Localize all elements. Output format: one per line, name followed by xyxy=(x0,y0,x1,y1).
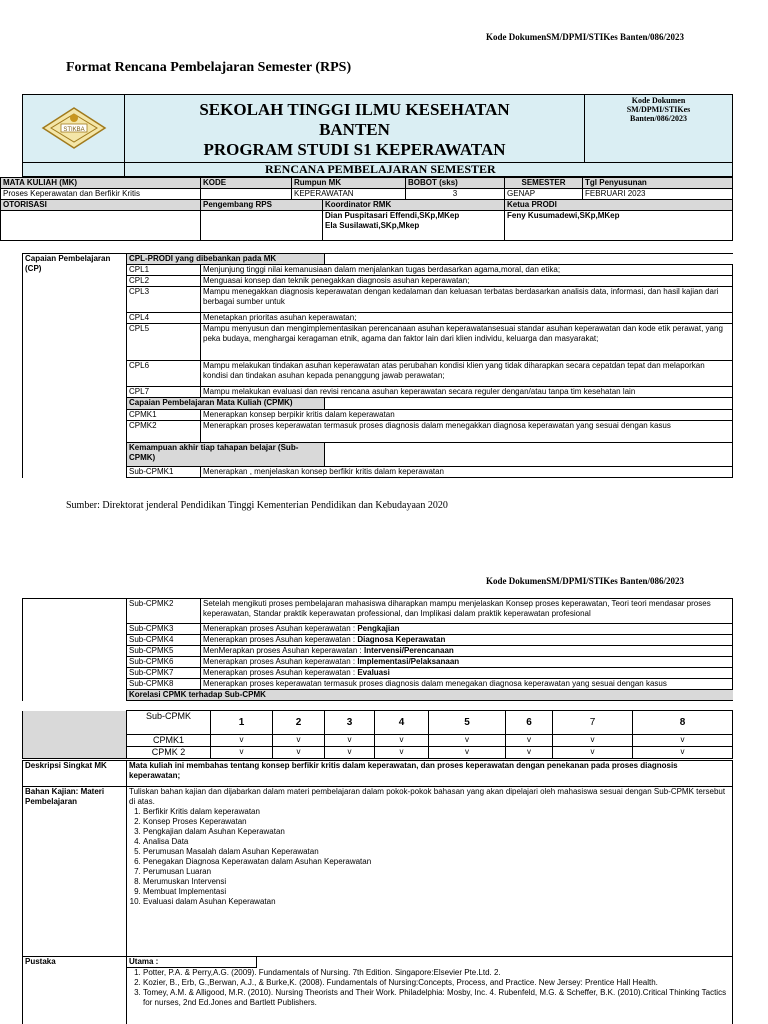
list-item: 2. Kozier, B., Erb, G.,Berwan, A.J., & Burke,K. (2008). Fundamentals of Nursing:Concepts, Process, and Practice. New Jersey: Prentice Hall Health. xyxy=(143,978,730,988)
list-item: 3. Pengkajian dalam Asuhan Keperawatan xyxy=(143,827,730,837)
logo-cell xyxy=(23,95,125,163)
doc-code-top: Kode DokumenSM/DPMI/STIKes Banten/086/2023 xyxy=(486,32,685,42)
mk-header: MATA KULIAH (MK) xyxy=(1,178,201,189)
cpl-text: Mampu melakukan tindakan asuhan keperawatan atas perubahan kondisi klien yang tidak diharapkan secara cepatdan tepat dan melaporkan kondisi dan tindakan asuhan kepada penanggung jawab perawatan; xyxy=(201,361,733,387)
cpl-code: CPL6 xyxy=(127,361,201,387)
cpl-code: CPL2 xyxy=(127,276,201,287)
semester-header: SEMESTER xyxy=(505,178,583,189)
subcpmk-code: Sub-CPMK5 xyxy=(127,646,201,657)
institution-title-cell xyxy=(125,95,585,163)
subcpmk-text: Setelah mengikuti proses pembelajaran mahasiswa diharapkan mampu menjelaskan Konsep proses keperawatan, Teori teori mendasar proses keperawatan, Standar praktik keperawatan professional, dan Implikasi dalam praktik keperawatan profesional xyxy=(201,599,733,624)
korelasi-mark: v xyxy=(506,747,553,759)
list-item: 3. Tomey, A.M. & Alligood, M.R. (2010). Nursing Theorists and Their Work. Philadelphia: Mosby, Inc. 4. Rubenfeld, M.G. & Scheffer, B.K. (2010).Critical Thinking Tactics for nurses, 2nd Ed.Jones and Bartlett Publishers. xyxy=(143,988,730,1008)
cpl-code: CPL7 xyxy=(127,387,201,398)
subcpmk-code: Sub-CPMK6 xyxy=(127,657,201,668)
cpl-header: CPL-PRODI yang dibebankan pada MK xyxy=(127,254,325,265)
rumpun-header: Rumpun MK xyxy=(292,178,406,189)
subcpmk-table xyxy=(22,598,733,701)
cpl-text: Mampu menegakkan diagnosis keperawatan dengan kedalaman dan keluasan terbatas berdasarkan analisis data, informasi, dan hasil kajian dari berbagai sumber untuk xyxy=(201,287,733,313)
cpmk-code: CPMK1 xyxy=(127,410,201,421)
institution-name-line1: SEKOLAH TINGGI ILMU KESEHATAN xyxy=(199,99,510,119)
list-item: 5. Perumusan Masalah dalam Asuhan Keperawatan xyxy=(143,847,730,857)
subcpmk-code: Sub-CPMK3 xyxy=(127,624,201,635)
logo-text: STIKBA xyxy=(62,127,85,133)
tgl-value: FEBRUARI 2023 xyxy=(583,189,733,200)
korelasi-mark: v xyxy=(553,747,633,759)
korelasi-col-header: 5 xyxy=(429,711,506,735)
koordinator-label: Koordinator RMK xyxy=(323,200,505,211)
pustaka-list xyxy=(127,968,732,1008)
kode-value xyxy=(201,189,292,200)
subcpmk-text: Menerapkan proses Asuhan keperawatan : Implementasi/Pelaksanaan xyxy=(201,657,733,668)
korelasi-col-header: 8 xyxy=(633,711,733,735)
list-item: 4. Analisa Data xyxy=(143,837,730,847)
bahan-list xyxy=(129,807,730,907)
doc-code-box-line2: SM/DPMI/STIKes xyxy=(626,105,691,114)
korelasi-matrix xyxy=(22,710,733,759)
list-item: 7. Perumusan Luaran xyxy=(143,867,730,877)
koordinator-name-1: Dian Puspitasari Effendi,SKp,MKep xyxy=(325,211,460,220)
korelasi-mark: v xyxy=(553,735,633,747)
cpl-text: Mampu melakukan evaluasi dan revisi rencana asuhan keperawatan secara reguler dengan/atau tanpa tim kesehatan lain xyxy=(201,387,733,398)
bahan-intro: Tuliskan bahan kajian dan dijabarkan dalam materi pembelajaran dalam pokok-pokok bahasan yang akan dipelajari oleh mahasiswa sesuai dengan Sub-CPMK tersebut di atas. xyxy=(129,787,726,806)
korelasi-col-header: 3 xyxy=(325,711,375,735)
korelasi-mark: v xyxy=(325,735,375,747)
bobot-value: 3 xyxy=(406,189,505,200)
kode-header: KODE xyxy=(201,178,292,189)
subcpmk-code: Sub-CPMK1 xyxy=(127,467,201,478)
pustaka-utama-label: Utama : xyxy=(127,957,257,968)
otorisasi-label: OTORISASI xyxy=(1,200,201,211)
bobot-header: BOBOT (sks) xyxy=(406,178,505,189)
korelasi-mark: v xyxy=(273,735,325,747)
deskripsi-label: Deskripsi Singkat MK xyxy=(23,761,127,787)
korelasi-mark: v xyxy=(633,735,733,747)
cpl-text: Menetapkan prioritas asuhan keperawatan; xyxy=(201,313,733,324)
pustaka-label: Pustaka xyxy=(23,957,127,1024)
subcpmk-text: Menerapkan proses Asuhan keperawatan : Diagnosa Keperawatan xyxy=(201,635,733,646)
list-item: 6. Penegakan Diagnosa Keperawatan dalam Asuhan Keperawatan xyxy=(143,857,730,867)
doc-code-box-line1: Kode Dokumen xyxy=(631,96,686,105)
cpl-text: Menguasai konsep dan teknik penegakkan diagnosis asuhan keperawatan; xyxy=(201,276,733,287)
korelasi-row-label: CPMK 2 xyxy=(127,747,211,759)
ketua-label: Ketua PRODI xyxy=(505,200,733,211)
cpmk-header: Capaian Pembelajaran Mata Kuliah (CPMK) xyxy=(127,398,325,410)
cpl-text: Mampu menyusun dan mengimplementasikan perencanaan asuhan keperawatansesuai standar asuhan keperawatan dan kode etik perawat, yang peka budaya, menghargai keragaman etnik, agama dan faktor lain dari klien individu, keluarga dan masyarakat; xyxy=(201,324,733,361)
cpmk-text: Menerapkan konsep berpikir kritis dalam keperawatan xyxy=(201,410,733,421)
koordinator-name-2: Ela Susilawati,SKp,Mkep xyxy=(325,221,420,230)
subcpmk-code: Sub-CPMK4 xyxy=(127,635,201,646)
deskripsi-text: Mata kuliah ini membahas tentang konsep berfikir kritis dalam keperawatan, dan proses keperawatan dengan penekanan pada proses diagnosis keperawatan; xyxy=(127,761,733,787)
subcpmk-code: Sub-CPMK2 xyxy=(127,599,201,624)
korelasi-mark: v xyxy=(506,735,553,747)
cpl-code: CPL1 xyxy=(127,265,201,276)
semester-value: GENAP xyxy=(505,189,583,200)
institution-logo-icon xyxy=(39,104,109,150)
korelasi-mark: v xyxy=(375,747,429,759)
subcpmk-text: MenMerapkan proses Asuhan keperawatan : Intervensi/Perencanaan xyxy=(201,646,733,657)
cpl-code: CPL3 xyxy=(127,287,201,313)
cpmk-code: CPMK2 xyxy=(127,421,201,443)
institution-name-line2: BANTEN xyxy=(319,119,390,139)
rps-title: RENCANA PEMBELAJARAN SEMESTER xyxy=(125,163,733,177)
korelasi-mark: v xyxy=(211,747,273,759)
cpmk-text: Menerapkan proses keperawatan termasuk proses diagnosis dalam menegakkan diagnosa keperawatan yang sesuai dengan kasus xyxy=(201,421,733,443)
subcpmk-code: Sub-CPMK8 xyxy=(127,679,201,690)
subcpmk-text: Menerapkan proses keperawatan termasuk proses diagnosis dalam menegakan diagnosa keperawatan yang sesuai dengan kasus xyxy=(201,679,733,690)
cpl-code: CPL4 xyxy=(127,313,201,324)
tgl-header: Tgl Penyusunan xyxy=(583,178,733,189)
rps-header-table xyxy=(22,94,733,177)
mk-value: Proses Keperawatan dan Berfikir Kritis xyxy=(1,189,201,200)
korelasi-col-header: 1 xyxy=(211,711,273,735)
capaian-label: Capaian Pembelajaran (CP) xyxy=(23,254,127,478)
doc-code-page2: Kode DokumenSM/DPMI/STIKes Banten/086/2023 xyxy=(486,576,685,586)
korelasi-mark: v xyxy=(211,735,273,747)
korelasi-col-header: 7 xyxy=(553,711,633,735)
subcpmk-code: Sub-CPMK7 xyxy=(127,668,201,679)
korelasi-mark: v xyxy=(429,747,506,759)
korelasi-mark: v xyxy=(325,747,375,759)
doc-code-box xyxy=(585,95,733,163)
list-item: 8. Merumuskan Intervensi xyxy=(143,877,730,887)
list-item: 1. Berfikir Kritis dalam keperawatan xyxy=(143,807,730,817)
koordinator-names xyxy=(323,211,505,241)
list-item: 1. Potter, P.A. & Perry,A.G. (2009). Fundamentals of Nursing. 7th Edition. Singapore:Elsevier Pte.Ltd. 2. xyxy=(143,968,730,978)
korelasi-mark: v xyxy=(633,747,733,759)
subcpmk-text: Menerapkan proses Asuhan keperawatan : Evaluasi xyxy=(201,668,733,679)
korelasi-header: Korelasi CPMK terhadap Sub-CPMK xyxy=(127,690,733,701)
source-note: Sumber: Direktorat jenderal Pendidikan Tinggi Kementerian Pendidikan dan Kebudayaan 2020 xyxy=(66,500,448,511)
korelasi-col-header: 6 xyxy=(506,711,553,735)
korelasi-mark: v xyxy=(375,735,429,747)
korelasi-col-header: 2 xyxy=(273,711,325,735)
subcpmk-text: Menerapkan proses Asuhan keperawatan : Pengkajian xyxy=(201,624,733,635)
korelasi-mark: v xyxy=(429,735,506,747)
korelasi-mark: v xyxy=(273,747,325,759)
list-item: 2. Konsep Proses Keperawatan xyxy=(143,817,730,827)
deskripsi-table xyxy=(22,760,733,1024)
bahan-content xyxy=(127,787,733,957)
rumpun-value: KEPERAWATAN xyxy=(292,189,406,200)
list-item: 9. Membuat Implementasi xyxy=(143,887,730,897)
cpl-code: CPL5 xyxy=(127,324,201,361)
doc-code-box-line3: Banten/086/2023 xyxy=(630,114,687,123)
pengembang-label: Pengembang RPS xyxy=(201,200,323,211)
korelasi-row-label: CPMK1 xyxy=(127,735,211,747)
cpl-text: Menjunjung tinggi nilai kemanusiaan dalam menjalankan tugas berdasarkan agama,moral, dan etika; xyxy=(201,265,733,276)
korelasi-col-header: 4 xyxy=(375,711,429,735)
format-title: Format Rencana Pembelajaran Semester (RPS) xyxy=(66,60,352,75)
subcpmk-header: Kemampuan akhir tiap tahapan belajar (Sub-CPMK) xyxy=(127,443,325,467)
ketua-name: Feny Kusumadewi,SKp,MKep xyxy=(505,211,733,241)
cp-table xyxy=(22,253,733,478)
korelasi-col-header: Sub-CPMK xyxy=(127,711,211,735)
program-name: PROGRAM STUDI S1 KEPERAWATAN xyxy=(203,139,506,159)
mk-info-table xyxy=(0,177,733,241)
bahan-label: Bahan Kajian: Materi Pembelajaran xyxy=(23,787,127,957)
subcpmk-text: Menerapkan , menjelaskan konsep berfikir kritis dalam keperawatan xyxy=(201,467,733,478)
list-item: 10. Evaluasi dalam Asuhan Keperawatan xyxy=(143,897,730,907)
